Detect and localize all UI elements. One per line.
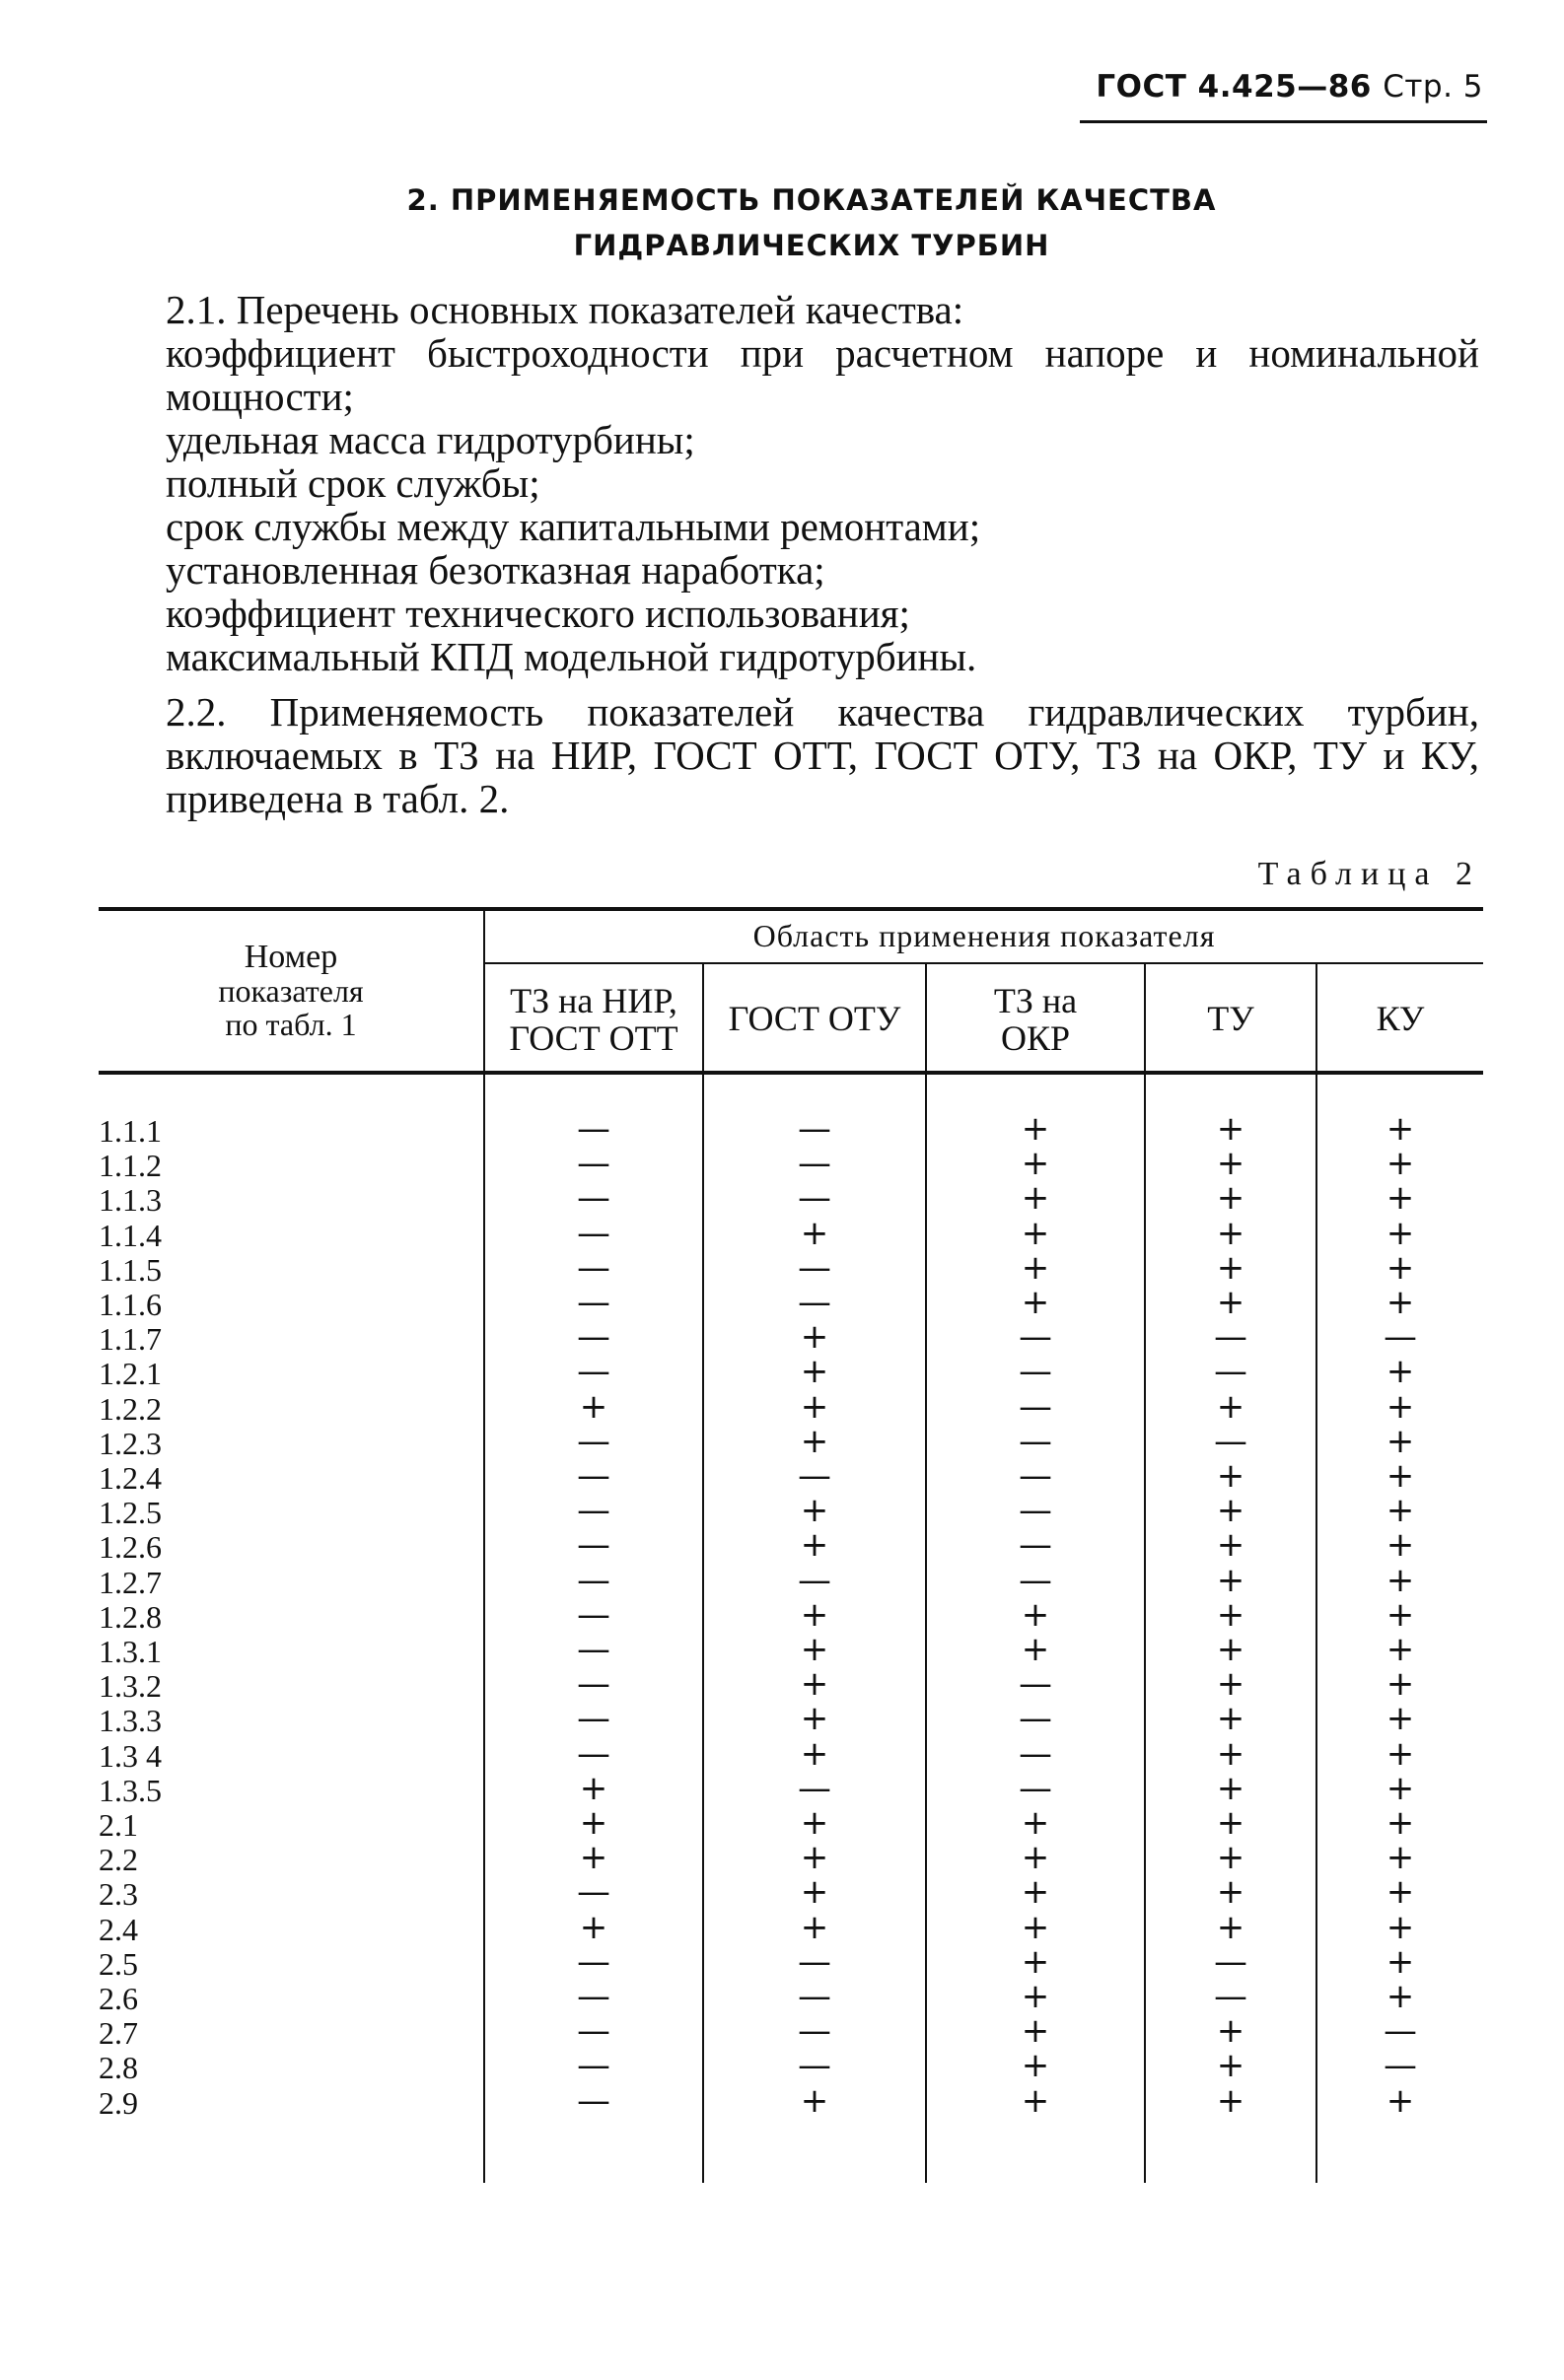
header-indicator-number-line-1: Номер <box>244 939 338 975</box>
column-tu-values: + + + + + + — — + — + + + + + + + + + + + + + + — — + + + <box>1214 1109 1247 2121</box>
list-item-max-efficiency: максимальный КПД модельной гидротурбины. <box>166 634 977 679</box>
section-title-line-1: 2. ПРИМЕНЯЕМОСТЬ ПОКАЗАТЕЛЕЙ КАЧЕСТВА <box>406 183 1217 217</box>
section-title <box>0 177 1564 268</box>
list-item-overhaul-life: срок службы между капитальными ремонтами; <box>166 504 981 549</box>
list-item-speed-coefficient: коэффициент быстроходности при расчетном напоре и номинальной мощности; <box>166 330 1479 419</box>
header-col-tz-okr-line-2: ОКР <box>1000 1018 1071 1058</box>
list-item-specific-mass: удельная масса гидротурбины; <box>166 417 695 462</box>
column-tz-okr-values: + + + + + + — — — — — — — — + + — — — — + + + + + + + + + <box>1019 1109 1052 2121</box>
paragraph-2-1-intro: 2.1. Перечень основных показателей качества: <box>166 287 964 332</box>
table-header-rule <box>99 1071 1483 1075</box>
page-header <box>1096 69 1483 105</box>
header-application-area: Область применения показателя <box>752 918 1216 953</box>
standard-number: ГОСТ 4.425—86 <box>1096 69 1372 105</box>
header-indicator-number-line-2: показателя <box>218 973 364 1009</box>
table-row-labels: 1.1.1 1.1.2 1.1.3 1.1.4 1.1.5 1.1.6 1.1.7 1.2.1 1.2.2 1.2.3 1.2.4 1.2.5 1.2.6 1.2.7 1.2.8 1.3.1 1.3.2 1.3.3 1.3 4 1.3.5 2.1 2.2 2.3 2.4 2.5 2.6 2.7 2.8 2.9 <box>99 1113 162 2121</box>
body-text <box>99 288 1479 820</box>
header-col-tu: ТУ <box>1207 999 1254 1038</box>
header-rule <box>1080 120 1487 123</box>
header-indicator-number <box>99 941 483 1041</box>
table-caption: Таблица 2 <box>1257 856 1481 892</box>
header-col-tz-nir-line-1: ТЗ на НИР, <box>510 981 677 1020</box>
header-col-ku: КУ <box>1376 999 1425 1038</box>
header-col-gost-otu: ГОСТ ОТУ <box>728 999 901 1038</box>
applicability-table <box>99 907 1483 2189</box>
paragraph-2-2: 2.2. Применяемость показателей качества гидравлических турбин, включаемых в ТЗ на НИР, ГОСТ ОТТ, ГОСТ ОТУ, ТЗ на ОКР, ТУ и КУ, приведена в табл. 2. <box>166 689 1479 821</box>
header-indicator-number-line-3: по табл. 1 <box>225 1007 357 1042</box>
list-item-utilization: коэффициент технического использования; <box>166 591 910 636</box>
header-col-tz-okr-line-1: ТЗ на <box>993 981 1078 1020</box>
column-ku-values: + + + + + + — + + + + + + + + + + + + + + + + + + + — — + <box>1384 1109 1417 2121</box>
section-title-line-2: ГИДРАВЛИЧЕСКИХ ТУРБИН <box>573 229 1050 262</box>
list-item-service-life: полный срок службы; <box>166 460 540 506</box>
column-tz-nir-values: — — — — — — — — + — — — — — — — — — — + + + — + — — — — — <box>577 1109 610 2121</box>
page-number: Стр. 5 <box>1383 69 1483 105</box>
header-col-tz-okr <box>927 982 1144 1057</box>
header-col-tz-nir-line-2: ГОСТ ОТТ <box>509 1018 678 1058</box>
list-item-reliability: установленная безотказная наработка; <box>166 547 825 593</box>
table-header-sub-rule <box>485 962 1483 964</box>
table-top-rule <box>99 907 1483 911</box>
column-gost-otu-values: — — — + — — + + + + — + + — + + + + + — + + + + — — — — + <box>798 1109 831 2121</box>
header-col-tz-nir <box>485 982 702 1057</box>
